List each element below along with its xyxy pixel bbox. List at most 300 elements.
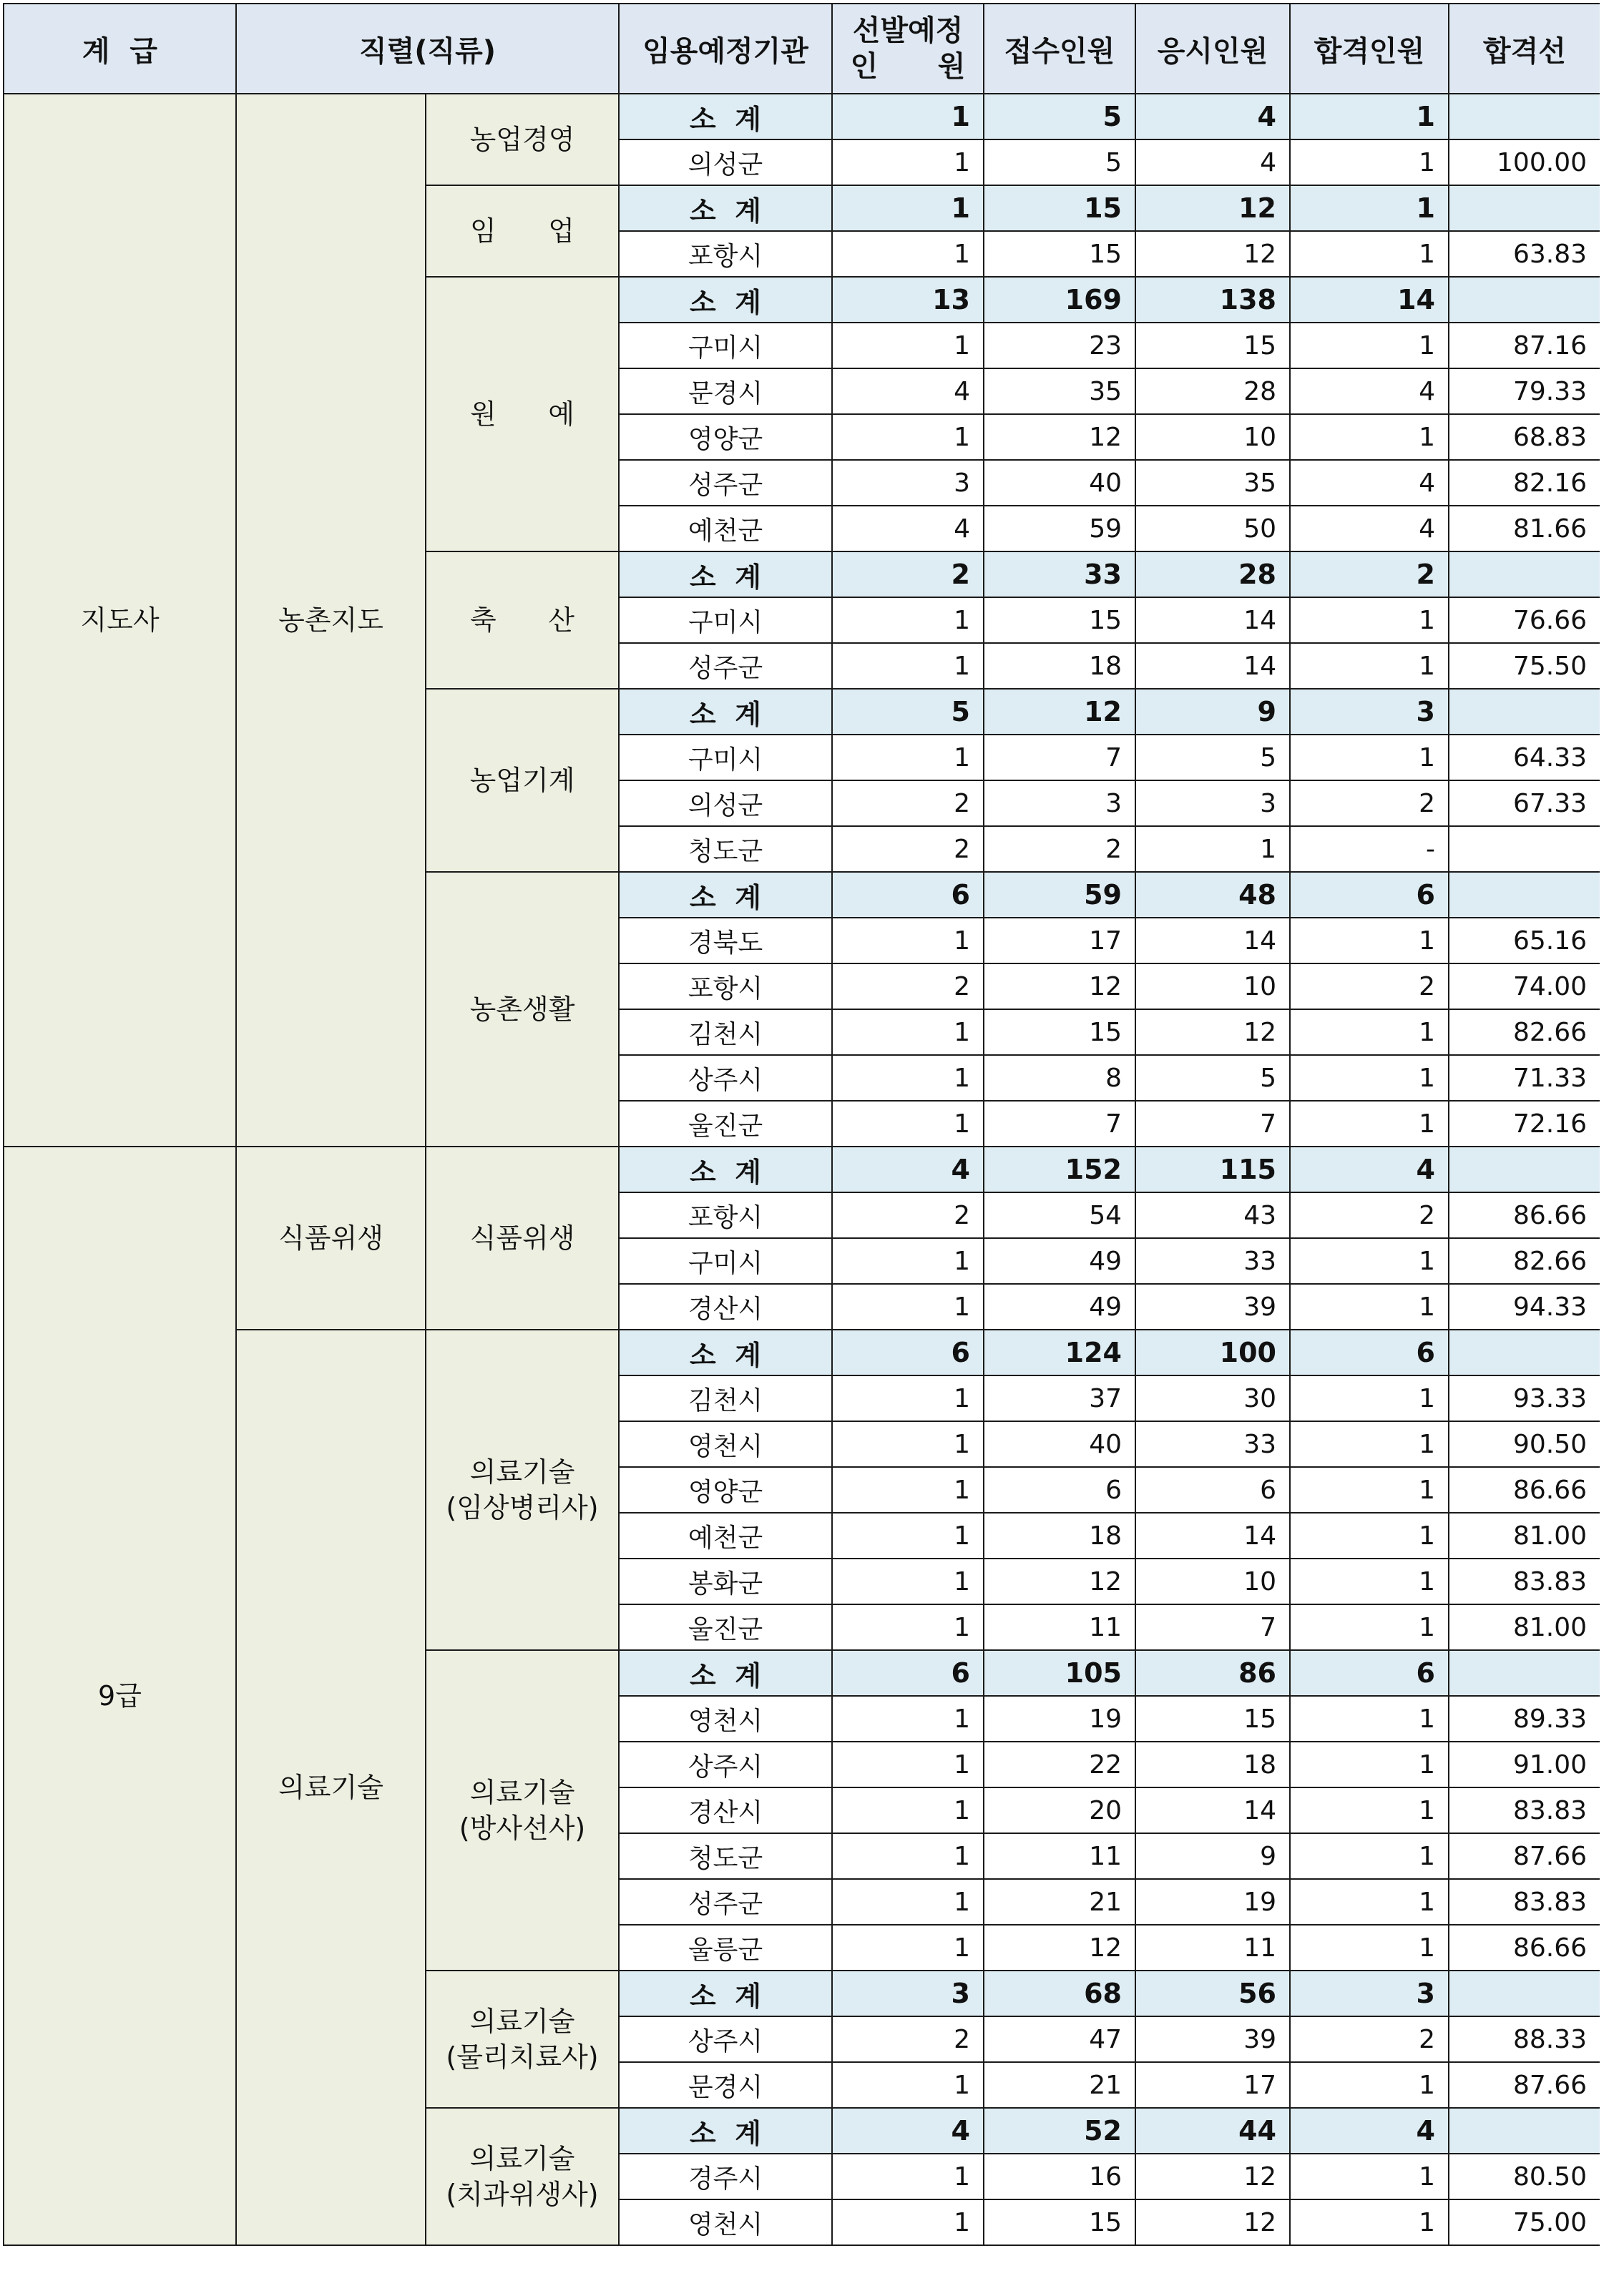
quota-cell: 1	[832, 597, 984, 643]
tested-cell: 1	[1135, 826, 1290, 872]
subtotal-label: 소 계	[619, 94, 832, 139]
subtotal-label: 소 계	[619, 1971, 832, 2016]
agency-cell: 김천시	[619, 1375, 832, 1421]
applied-cell: 15	[984, 597, 1135, 643]
cutoff-cell: 100.00	[1449, 139, 1600, 185]
agency-cell: 경주시	[619, 2154, 832, 2199]
applied-cell: 11	[984, 1833, 1135, 1879]
passed-cell: 2	[1290, 1192, 1449, 1238]
position-name	[426, 2108, 619, 2245]
passed-cell: 1	[1290, 1421, 1449, 1467]
position-name-line: 의료기술	[469, 1456, 575, 1488]
cutoff-cell: 88.33	[1449, 2016, 1600, 2062]
passed-cell: 1	[1290, 735, 1449, 780]
agency-cell: 포항시	[619, 963, 832, 1009]
quota-cell: 2	[832, 826, 984, 872]
applied-cell: 3	[984, 780, 1135, 826]
agency-cell: 김천시	[619, 1009, 832, 1055]
subtotal-passed: 3	[1290, 689, 1449, 735]
grade-cell: 9급	[4, 1147, 236, 2245]
position-name-line: 임 업	[470, 215, 574, 247]
passed-cell: 1	[1290, 643, 1449, 689]
agency-cell: 문경시	[619, 368, 832, 414]
passed-cell: 1	[1290, 231, 1449, 277]
tested-cell: 10	[1135, 414, 1290, 460]
subtotal-quota: 13	[832, 277, 984, 323]
passed-cell: 1	[1290, 2199, 1449, 2245]
subtotal-cutoff	[1449, 185, 1600, 231]
tested-cell: 15	[1135, 1696, 1290, 1742]
quota-cell: 2	[832, 1192, 984, 1238]
cutoff-cell: 83.83	[1449, 1787, 1600, 1833]
agency-cell: 상주시	[619, 1742, 832, 1787]
subtotal-passed: 1	[1290, 94, 1449, 139]
tested-cell: 14	[1135, 918, 1290, 963]
header-grade: 계 급	[4, 4, 236, 94]
subtotal-tested: 4	[1135, 94, 1290, 139]
subtotal-cutoff	[1449, 277, 1600, 323]
agency-cell: 청도군	[619, 1833, 832, 1879]
subtotal-label: 소 계	[619, 277, 832, 323]
passed-cell: 1	[1290, 414, 1449, 460]
agency-cell: 청도군	[619, 826, 832, 872]
subtotal-tested: 86	[1135, 1650, 1290, 1696]
subtotal-passed: 4	[1290, 1147, 1449, 1192]
cutoff-cell: 89.33	[1449, 1696, 1600, 1742]
passed-cell: 1	[1290, 1604, 1449, 1650]
agency-cell: 울진군	[619, 1604, 832, 1650]
applied-cell: 18	[984, 643, 1135, 689]
subtotal-passed: 3	[1290, 1971, 1449, 2016]
applied-cell: 22	[984, 1742, 1135, 1787]
tested-cell: 30	[1135, 1375, 1290, 1421]
position-name	[426, 1147, 619, 1330]
cutoff-cell: 63.83	[1449, 231, 1600, 277]
cutoff-cell: 65.16	[1449, 918, 1600, 963]
passed-cell: 4	[1290, 506, 1449, 551]
agency-cell: 성주군	[619, 1879, 832, 1925]
applied-cell: 18	[984, 1513, 1135, 1559]
passed-cell: 4	[1290, 460, 1449, 506]
subtotal-row	[4, 1147, 1600, 1192]
passed-cell: 1	[1290, 1375, 1449, 1421]
cutoff-cell: 81.00	[1449, 1604, 1600, 1650]
applied-cell: 16	[984, 2154, 1135, 2199]
applied-cell: 21	[984, 2062, 1135, 2108]
passed-cell: 2	[1290, 2016, 1449, 2062]
quota-cell: 1	[832, 139, 984, 185]
passed-cell: 1	[1290, 597, 1449, 643]
subtotal-passed: 6	[1290, 872, 1449, 918]
quota-cell: 1	[832, 2062, 984, 2108]
position-name	[426, 1971, 619, 2108]
tested-cell: 11	[1135, 1925, 1290, 1971]
tested-cell: 15	[1135, 323, 1290, 368]
quota-cell: 1	[832, 1055, 984, 1101]
position-name	[426, 1650, 619, 1971]
passed-cell: 1	[1290, 1009, 1449, 1055]
passed-cell: 2	[1290, 780, 1449, 826]
subtotal-tested: 28	[1135, 551, 1290, 597]
subtotal-label: 소 계	[619, 551, 832, 597]
subtotal-label: 소 계	[619, 872, 832, 918]
applied-cell: 5	[984, 139, 1135, 185]
tested-cell: 7	[1135, 1604, 1290, 1650]
subtotal-row	[4, 94, 1600, 139]
subtotal-cutoff	[1449, 551, 1600, 597]
passed-cell: 1	[1290, 2062, 1449, 2108]
tested-cell: 43	[1135, 1192, 1290, 1238]
subtotal-applied: 52	[984, 2108, 1135, 2154]
subtotal-cutoff	[1449, 872, 1600, 918]
position-name	[426, 185, 619, 277]
agency-cell: 성주군	[619, 643, 832, 689]
subtotal-applied: 33	[984, 551, 1135, 597]
agency-cell: 상주시	[619, 1055, 832, 1101]
cutoff-cell: 76.66	[1449, 597, 1600, 643]
subtotal-applied: 15	[984, 185, 1135, 231]
passed-cell: -	[1290, 826, 1449, 872]
cutoff-cell: 74.00	[1449, 963, 1600, 1009]
header-quota-line1: 선발예정	[852, 14, 964, 47]
subtotal-quota: 6	[832, 1650, 984, 1696]
subtotal-applied: 124	[984, 1330, 1135, 1375]
tested-cell: 5	[1135, 735, 1290, 780]
tested-cell: 12	[1135, 231, 1290, 277]
applied-cell: 7	[984, 1101, 1135, 1147]
cutoff-cell: 81.00	[1449, 1513, 1600, 1559]
cutoff-cell: 83.83	[1449, 1879, 1600, 1925]
tested-cell: 12	[1135, 2154, 1290, 2199]
cutoff-cell: 71.33	[1449, 1055, 1600, 1101]
cutoff-cell: 83.83	[1449, 1559, 1600, 1604]
cutoff-cell: 82.66	[1449, 1238, 1600, 1284]
passed-cell: 1	[1290, 1879, 1449, 1925]
subtotal-passed: 6	[1290, 1650, 1449, 1696]
cutoff-cell: 86.66	[1449, 1192, 1600, 1238]
exam-results-table	[3, 3, 1600, 2246]
quota-cell: 1	[832, 231, 984, 277]
tested-cell: 33	[1135, 1421, 1290, 1467]
cutoff-cell: 82.16	[1449, 460, 1600, 506]
quota-cell: 1	[832, 1284, 984, 1330]
tested-cell: 4	[1135, 139, 1290, 185]
grade-cell: 지도사	[4, 94, 236, 1147]
passed-cell: 1	[1290, 1101, 1449, 1147]
passed-cell: 1	[1290, 1696, 1449, 1742]
applied-cell: 23	[984, 323, 1135, 368]
cutoff-cell: 68.83	[1449, 414, 1600, 460]
applied-cell: 7	[984, 735, 1135, 780]
quota-cell: 2	[832, 963, 984, 1009]
passed-cell: 1	[1290, 1055, 1449, 1101]
applied-cell: 54	[984, 1192, 1135, 1238]
passed-cell: 1	[1290, 1925, 1449, 1971]
quota-cell: 1	[832, 1604, 984, 1650]
quota-cell: 1	[832, 1879, 984, 1925]
header-applied: 접수인원	[984, 4, 1135, 94]
applied-cell: 6	[984, 1467, 1135, 1513]
tested-cell: 18	[1135, 1742, 1290, 1787]
agency-cell: 문경시	[619, 2062, 832, 2108]
position-name-line: 농촌생활	[469, 994, 575, 1025]
subtotal-applied: 5	[984, 94, 1135, 139]
applied-cell: 12	[984, 1925, 1135, 1971]
tested-cell: 14	[1135, 643, 1290, 689]
position-name	[426, 1330, 619, 1650]
tested-cell: 12	[1135, 2199, 1290, 2245]
agency-cell: 구미시	[619, 597, 832, 643]
subtotal-cutoff	[1449, 1330, 1600, 1375]
position-name-line: 농업기계	[469, 765, 575, 796]
tested-cell: 14	[1135, 597, 1290, 643]
subtotal-cutoff	[1449, 94, 1600, 139]
applied-cell: 20	[984, 1787, 1135, 1833]
subtotal-tested: 115	[1135, 1147, 1290, 1192]
applied-cell: 12	[984, 1559, 1135, 1604]
subtotal-quota: 6	[832, 1330, 984, 1375]
subtotal-passed: 6	[1290, 1330, 1449, 1375]
passed-cell: 1	[1290, 1833, 1449, 1879]
quota-cell: 1	[832, 1696, 984, 1742]
position-name-line: (물리치료사)	[446, 2041, 599, 2073]
cutoff-cell: 91.00	[1449, 1742, 1600, 1787]
applied-cell: 59	[984, 506, 1135, 551]
quota-cell: 1	[832, 1513, 984, 1559]
subtotal-applied: 169	[984, 277, 1135, 323]
agency-cell: 영천시	[619, 1696, 832, 1742]
agency-cell: 영양군	[619, 1467, 832, 1513]
agency-cell: 의성군	[619, 780, 832, 826]
cutoff-cell: 80.50	[1449, 2154, 1600, 2199]
position-name-line: 원 예	[470, 398, 574, 430]
position-name-line: 의료기술	[469, 2143, 575, 2174]
quota-cell: 1	[832, 1787, 984, 1833]
applied-cell: 49	[984, 1284, 1135, 1330]
tested-cell: 7	[1135, 1101, 1290, 1147]
subtotal-tested: 56	[1135, 1971, 1290, 2016]
agency-cell: 상주시	[619, 2016, 832, 2062]
passed-cell: 1	[1290, 2154, 1449, 2199]
header-tested: 응시인원	[1135, 4, 1290, 94]
cutoff-cell: 81.66	[1449, 506, 1600, 551]
cutoff-cell: 90.50	[1449, 1421, 1600, 1467]
subtotal-tested: 138	[1135, 277, 1290, 323]
passed-cell: 2	[1290, 963, 1449, 1009]
passed-cell: 1	[1290, 1787, 1449, 1833]
agency-cell: 구미시	[619, 735, 832, 780]
tested-cell: 10	[1135, 1559, 1290, 1604]
tested-cell: 39	[1135, 2016, 1290, 2062]
subtotal-applied: 59	[984, 872, 1135, 918]
cutoff-cell: 75.00	[1449, 2199, 1600, 2245]
cutoff-cell: 93.33	[1449, 1375, 1600, 1421]
quota-cell: 1	[832, 1467, 984, 1513]
cutoff-cell: 67.33	[1449, 780, 1600, 826]
quota-cell: 1	[832, 1421, 984, 1467]
cutoff-cell: 86.66	[1449, 1925, 1600, 1971]
quota-cell: 1	[832, 735, 984, 780]
position-name-line: (임상병리사)	[446, 1492, 599, 1524]
tested-cell: 39	[1135, 1284, 1290, 1330]
agency-cell: 예천군	[619, 506, 832, 551]
applied-cell: 15	[984, 231, 1135, 277]
applied-cell: 15	[984, 1009, 1135, 1055]
quota-cell: 1	[832, 1009, 984, 1055]
applied-cell: 17	[984, 918, 1135, 963]
subtotal-cutoff	[1449, 2108, 1600, 2154]
passed-cell: 1	[1290, 139, 1449, 185]
subtotal-tested: 12	[1135, 185, 1290, 231]
quota-cell: 4	[832, 506, 984, 551]
quota-cell: 1	[832, 1101, 984, 1147]
subtotal-label: 소 계	[619, 1330, 832, 1375]
cutoff-cell: 75.50	[1449, 643, 1600, 689]
quota-cell: 1	[832, 2154, 984, 2199]
quota-cell: 1	[832, 2199, 984, 2245]
subtotal-quota: 1	[832, 185, 984, 231]
agency-cell: 울릉군	[619, 1925, 832, 1971]
quota-cell: 1	[832, 414, 984, 460]
quota-cell: 1	[832, 323, 984, 368]
position-name-line: 의료기술	[469, 2006, 575, 2037]
subtotal-cutoff	[1449, 1650, 1600, 1696]
header-quota-line2: 인 원	[850, 50, 966, 83]
quota-cell: 1	[832, 1833, 984, 1879]
agency-cell: 경산시	[619, 1787, 832, 1833]
applied-cell: 21	[984, 1879, 1135, 1925]
cutoff-cell: 87.66	[1449, 2062, 1600, 2108]
position-name-line: (방사선사)	[459, 1812, 586, 1844]
position-name	[426, 872, 619, 1147]
subtotal-applied: 68	[984, 1971, 1135, 2016]
cutoff-cell: 87.16	[1449, 323, 1600, 368]
applied-cell: 47	[984, 2016, 1135, 2062]
agency-cell: 영양군	[619, 414, 832, 460]
applied-cell: 8	[984, 1055, 1135, 1101]
quota-cell: 2	[832, 780, 984, 826]
applied-cell: 2	[984, 826, 1135, 872]
header-series: 직렬(직류)	[236, 4, 619, 94]
position-name-line: 식품위생	[469, 1222, 575, 1254]
subtotal-cutoff	[1449, 1147, 1600, 1192]
applied-cell: 15	[984, 2199, 1135, 2245]
agency-cell: 구미시	[619, 1238, 832, 1284]
passed-cell: 1	[1290, 1467, 1449, 1513]
applied-cell: 49	[984, 1238, 1135, 1284]
cutoff-cell: 79.33	[1449, 368, 1600, 414]
passed-cell: 1	[1290, 1238, 1449, 1284]
subtotal-tested: 9	[1135, 689, 1290, 735]
quota-cell: 1	[832, 918, 984, 963]
position-name-line: 의료기술	[469, 1777, 575, 1808]
tested-cell: 3	[1135, 780, 1290, 826]
subtotal-passed: 2	[1290, 551, 1449, 597]
cutoff-cell: 87.66	[1449, 1833, 1600, 1879]
subtotal-quota: 1	[832, 94, 984, 139]
subtotal-quota: 2	[832, 551, 984, 597]
header-row	[4, 4, 1600, 94]
agency-cell: 영천시	[619, 1421, 832, 1467]
cutoff-cell: 64.33	[1449, 735, 1600, 780]
passed-cell: 1	[1290, 1513, 1449, 1559]
tested-cell: 9	[1135, 1833, 1290, 1879]
applied-cell: 35	[984, 368, 1135, 414]
header-quota	[832, 4, 984, 94]
agency-cell: 울진군	[619, 1101, 832, 1147]
tested-cell: 17	[1135, 2062, 1290, 2108]
tested-cell: 12	[1135, 1009, 1290, 1055]
passed-cell: 1	[1290, 918, 1449, 963]
subtotal-quota: 6	[832, 872, 984, 918]
series-cell: 식품위생	[236, 1147, 426, 1330]
subtotal-label: 소 계	[619, 2108, 832, 2154]
position-name	[426, 689, 619, 872]
agency-cell: 포항시	[619, 231, 832, 277]
position-name-line: (치과위생사)	[446, 2179, 599, 2210]
passed-cell: 1	[1290, 1742, 1449, 1787]
tested-cell: 10	[1135, 963, 1290, 1009]
tested-cell: 35	[1135, 460, 1290, 506]
quota-cell: 1	[832, 1925, 984, 1971]
subtotal-tested: 48	[1135, 872, 1290, 918]
quota-cell: 1	[832, 1559, 984, 1604]
applied-cell: 12	[984, 414, 1135, 460]
subtotal-tested: 44	[1135, 2108, 1290, 2154]
tested-cell: 6	[1135, 1467, 1290, 1513]
position-name	[426, 94, 619, 185]
agency-cell: 경북도	[619, 918, 832, 963]
applied-cell: 12	[984, 963, 1135, 1009]
quota-cell: 3	[832, 460, 984, 506]
subtotal-applied: 152	[984, 1147, 1135, 1192]
quota-cell: 1	[832, 1742, 984, 1787]
subtotal-row	[4, 1330, 1600, 1375]
agency-cell: 의성군	[619, 139, 832, 185]
passed-cell: 4	[1290, 368, 1449, 414]
applied-cell: 40	[984, 1421, 1135, 1467]
table-body	[4, 94, 1600, 2245]
subtotal-quota: 5	[832, 689, 984, 735]
subtotal-passed: 14	[1290, 277, 1449, 323]
quota-cell: 1	[832, 1238, 984, 1284]
applied-cell: 11	[984, 1604, 1135, 1650]
subtotal-label: 소 계	[619, 185, 832, 231]
subtotal-quota: 4	[832, 1147, 984, 1192]
cutoff-cell: 86.66	[1449, 1467, 1600, 1513]
subtotal-quota: 3	[832, 1971, 984, 2016]
subtotal-applied: 105	[984, 1650, 1135, 1696]
series-cell: 의료기술	[236, 1330, 426, 2245]
series-cell: 농촌지도	[236, 94, 426, 1147]
passed-cell: 1	[1290, 1559, 1449, 1604]
agency-cell: 예천군	[619, 1513, 832, 1559]
subtotal-cutoff	[1449, 689, 1600, 735]
agency-cell: 영천시	[619, 2199, 832, 2245]
header-agency: 임용예정기관	[619, 4, 832, 94]
header-cutoff: 합격선	[1449, 4, 1600, 94]
results-sheet	[3, 3, 1600, 2296]
quota-cell: 4	[832, 368, 984, 414]
tested-cell: 28	[1135, 368, 1290, 414]
applied-cell: 40	[984, 460, 1135, 506]
subtotal-cutoff	[1449, 1971, 1600, 2016]
position-name-line: 농업경영	[469, 124, 575, 155]
applied-cell: 37	[984, 1375, 1135, 1421]
cutoff-cell: 94.33	[1449, 1284, 1600, 1330]
position-name	[426, 551, 619, 689]
subtotal-passed: 4	[1290, 2108, 1449, 2154]
